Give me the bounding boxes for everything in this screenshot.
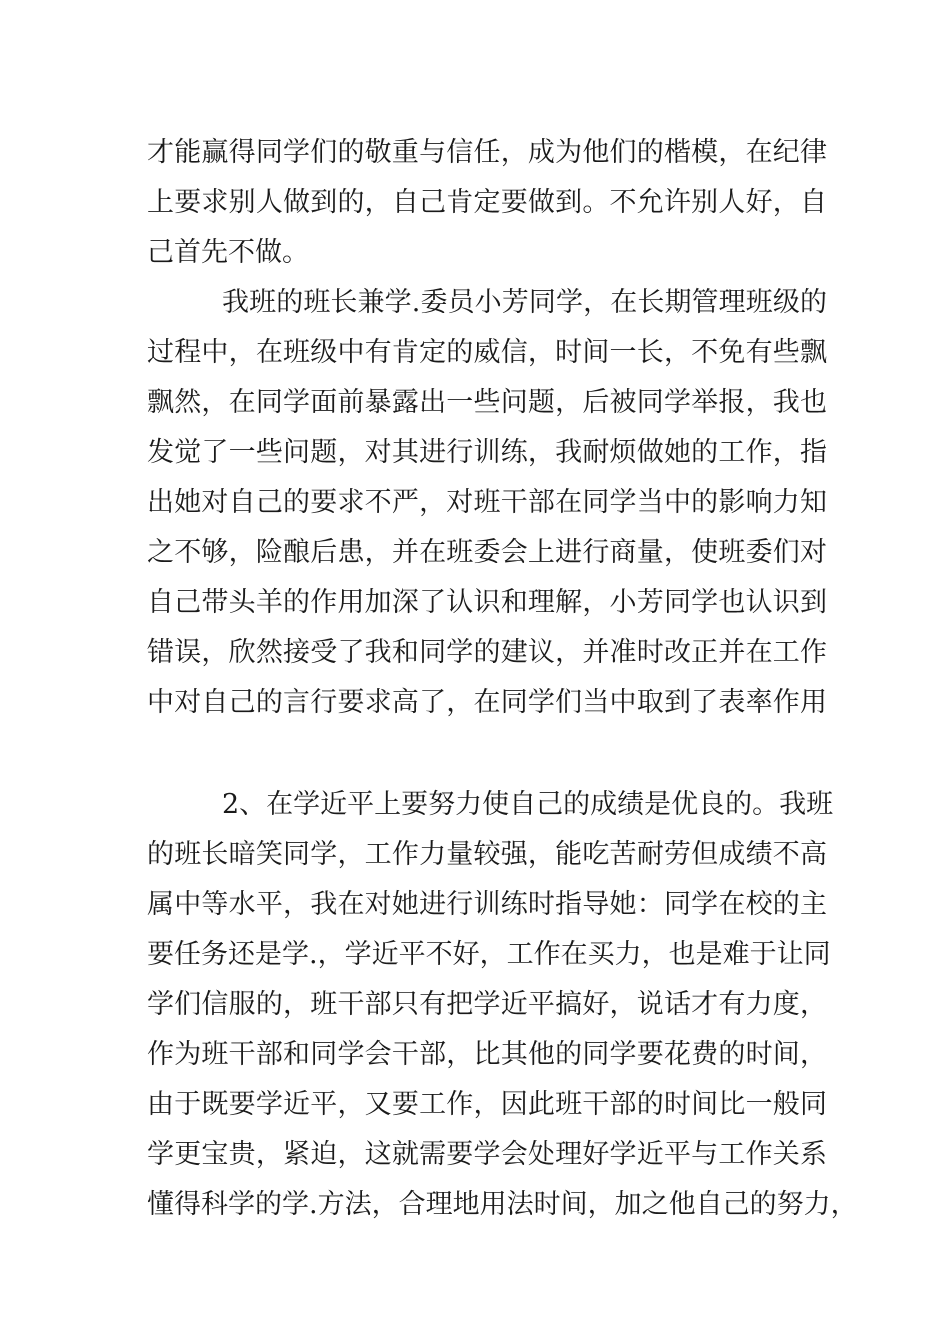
text-line: 出她对自己的要求不严，对班干部在同学当中的影响力知: [147, 487, 827, 518]
text-line: 由于既要学近平，又要工作，因此班干部的时间比一般同: [147, 1089, 827, 1120]
text-line: 飘然，在同学面前暴露出一些问题，后被同学举报，我也: [147, 387, 827, 418]
text-line: 要任务还是学.，学近平不好，工作在买力，也是难于让同: [147, 939, 831, 970]
text-line: 己首先不做。: [147, 237, 309, 268]
text-line: 作为班干部和同学会干部，比其他的同学要花费的时间，: [147, 1039, 827, 1070]
text-line: 学更宝贵，紧迫，这就需要学会处理好学近平与工作关系: [147, 1139, 827, 1170]
text-line: 上要求别人做到的，自己肯定要做到。不允许别人好，自: [147, 187, 827, 218]
text-line: 之不够，险酿后患，并在班委会上进行商量，使班委们对: [147, 537, 827, 568]
text-line: 2、在学近平上要努力使自己的成绩是优良的。我班: [222, 789, 834, 820]
text-line: 学们信服的，班干部只有把学近平搞好，说话才有力度，: [147, 989, 827, 1020]
text-line: 的班长暗笑同学，工作力量较强，能吃苦耐劳但成绩不高: [147, 839, 827, 870]
text-line: 懂得科学的学.方法，合理地用法时间，加之他自己的努力，: [147, 1189, 858, 1220]
text-line: 错误，欣然接受了我和同学的建议，并准时改正并在工作: [147, 637, 827, 668]
text-line: 属中等水平，我在对她进行训练时指导她：同学在校的主: [147, 889, 827, 920]
text-line: 我班的班长兼学.委员小芳同学，在长期管理班级的: [222, 287, 827, 318]
text-line: 中对自己的言行要求高了，在同学们当中取到了表率作用: [147, 687, 827, 718]
text-line: 自己带头羊的作用加深了认识和理解，小芳同学也认识到: [147, 587, 827, 618]
text-line: 才能赢得同学们的敬重与信任，成为他们的楷模，在纪律: [147, 137, 827, 168]
text-line: 过程中，在班级中有肯定的威信，时间一长，不免有些飘: [147, 337, 827, 368]
text-line: 发觉了一些问题，对其进行训练，我耐烦做她的工作，指: [147, 437, 827, 468]
